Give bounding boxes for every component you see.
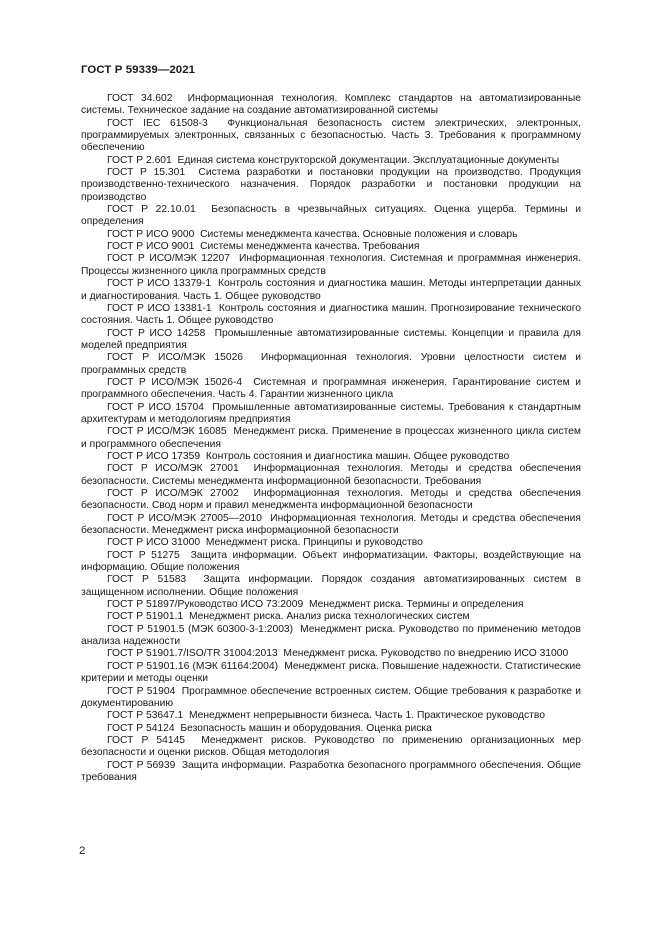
reference-title: Безопасность машин и оборудования. Оценка риска	[180, 722, 432, 734]
reference-code: ГОСТ Р ИСО 13379-1	[107, 278, 212, 290]
reference-entry	[81, 710, 581, 722]
reference-entry	[81, 253, 581, 278]
reference-title: Информационная технология. Уровни целостности систем и программных средств	[81, 352, 581, 376]
reference-entry	[81, 93, 581, 118]
reference-entry	[81, 241, 581, 253]
reference-title: Менеджмент риска. Применение в процессах жизненного цикла систем и программного обеспечения	[81, 426, 581, 450]
reference-title: Промышленные автоматизированные системы. Требования к стандартным архитектурам и методологиям предприятия	[81, 401, 581, 425]
reference-entry	[81, 402, 581, 427]
reference-title: Единая система конструкторской документации. Эксплуатационные документы	[177, 154, 560, 166]
reference-code: ГОСТ Р 51901.7/ISO/TR 31004:2013	[107, 648, 278, 660]
reference-code: ГОСТ IEC 61508-3	[107, 117, 208, 129]
reference-code: ГОСТ Р ИСО/МЭК 27005—2010	[107, 512, 262, 524]
reference-title: Менеджмент риска. Руководство по применению методов анализа надежности	[81, 623, 582, 648]
reference-code: ГОСТ Р ИСО/МЭК 12207	[107, 253, 230, 265]
reference-code: ГОСТ Р 51275	[107, 549, 180, 561]
reference-title: Контроль состояния и диагностика машин. Общее руководство	[205, 450, 510, 462]
reference-title: Менеджмент риска. Принципы и руководство	[205, 537, 423, 549]
reference-title: Менеджмент риска. Термины и определения	[308, 599, 524, 611]
reference-entry	[81, 278, 581, 303]
reference-title: Системы менеджмента качества. Требования	[200, 241, 420, 253]
reference-entry	[81, 377, 581, 402]
reference-entry	[81, 118, 581, 155]
reference-entry	[81, 167, 581, 204]
reference-code: ГОСТ Р 51901.16 (МЭК 61164:2004)	[107, 660, 279, 672]
reference-code: ГОСТ Р 51901.5 (МЭК 60300-3-1:2003)	[107, 623, 294, 635]
reference-code: ГОСТ Р 54124	[107, 722, 175, 734]
reference-title: Безопасность в чрезвычайных ситуациях. Оценка ущерба. Термины и определения	[81, 204, 581, 228]
reference-entry	[81, 204, 581, 229]
reference-title: Менеджмент непрерывности бизнеса. Часть 1. Практическое руководство	[188, 710, 545, 722]
reference-code: ГОСТ Р ИСО 9000	[107, 228, 195, 240]
reference-title: Менеджмент риска. Анализ риска технологических систем	[188, 611, 470, 623]
reference-entry	[81, 550, 581, 575]
reference-code: ГОСТ Р ИСО/МЭК 15026-4	[107, 376, 243, 388]
reference-entry	[81, 599, 581, 611]
reference-entry	[81, 303, 581, 328]
reference-entry	[81, 328, 581, 353]
normative-references-list	[81, 93, 581, 784]
reference-title: Системная и программная инженерия. Гарантирование систем и программного обеспечения. Часть 4. Гарантии жизненного цикла	[81, 376, 581, 401]
reference-title: Менеджмент риска. Руководство по внедрению ИСО 31000	[283, 648, 569, 660]
reference-entry	[81, 537, 581, 549]
reference-title: Система разработки и постановки продукции на производство. Продукция производственно-технического назначения. Порядок разработки и постановки продукции на производство	[81, 167, 581, 203]
reference-title: Контроль состояния и диагностика машин. Прогнозирование технического состояния. Часть 1. Общее руководство	[81, 302, 582, 327]
reference-entry	[81, 352, 581, 377]
reference-code: ГОСТ Р ИСО 31000	[107, 537, 201, 549]
reference-title: Программное обеспечение встроенных систем. Общие требования к разработке и документированию	[81, 685, 581, 709]
reference-title: Защита информации. Порядок создания автоматизированных систем в защищенном исполнении. Общие положения	[81, 574, 581, 598]
reference-entry	[81, 574, 581, 599]
reference-code: ГОСТ Р 15.301	[107, 167, 186, 179]
reference-code: ГОСТ Р 2.601	[107, 154, 172, 166]
document-header: ГОСТ Р 59339—2021	[81, 64, 196, 76]
reference-title: Информационная технология. Комплекс стандартов на автоматизированные системы. Техническое задание на создание автоматизированной системы	[81, 93, 581, 117]
reference-title: Информационная технология. Методы и средства обеспечения безопасности. Свод норм и правил менеджмента информационной безопасности	[81, 488, 581, 512]
reference-entry	[81, 648, 581, 660]
reference-title: Функциональная безопасность систем электрических, электронных, программируемых электронных, связанных с безопасностью. Часть 3. Требования к программному обеспечению	[81, 117, 581, 154]
reference-entry	[81, 661, 581, 686]
reference-title: Системы менеджмента качества. Основные положения и словарь	[200, 228, 518, 240]
reference-entry	[81, 488, 581, 513]
reference-title: Информационная технология. Системная и программная инженерия. Процессы жизненного цикла программных средств	[81, 253, 581, 277]
reference-code: ГОСТ Р ИСО/МЭК 27001	[107, 463, 239, 475]
reference-code: ГОСТ Р 54145	[107, 734, 186, 746]
reference-code: ГОСТ Р ИСО 14258	[107, 327, 206, 339]
reference-entry	[81, 463, 581, 488]
reference-code: ГОСТ Р 51583	[107, 574, 187, 586]
reference-entry	[81, 760, 581, 785]
reference-entry	[81, 229, 581, 241]
reference-title: Промышленные автоматизированные системы. Концепции и правила для моделей предприятия	[81, 327, 581, 351]
reference-title: Контроль состояния и диагностика машин. Методы интерпретации данных и диагностирования. Часть 1. Общее руководство	[81, 278, 582, 302]
reference-code: ГОСТ Р ИСО 13381-1	[107, 302, 212, 314]
reference-code: ГОСТ Р 51901.1	[107, 611, 184, 623]
reference-code: ГОСТ Р ИСО 15704	[107, 401, 204, 413]
reference-title: Информационная технология. Методы и средства обеспечения безопасности. Менеджмент риска информационной безопасности	[81, 512, 581, 537]
reference-entry	[81, 624, 581, 649]
reference-code: ГОСТ 34.602	[107, 93, 173, 104]
reference-title: Менеджмент риска. Повышение надежности. Статистические критерии и методы оценки	[81, 660, 581, 685]
reference-entry	[81, 155, 581, 167]
reference-entry	[81, 513, 581, 538]
reference-title: Менеджмент рисков. Руководство по применению организационных мер безопасности и оценки рисков. Общая методология	[81, 734, 581, 759]
reference-code: ГОСТ Р ИСО/МЭК 15026	[107, 352, 244, 364]
reference-entry	[81, 426, 581, 451]
reference-code: ГОСТ Р ИСО/МЭК 16085	[107, 426, 227, 438]
reference-code: ГОСТ Р ИСО/МЭК 27002	[107, 488, 239, 499]
reference-entry	[81, 611, 581, 623]
reference-code: ГОСТ Р ИСО 17359	[107, 450, 201, 462]
reference-entry	[81, 451, 581, 463]
reference-entry	[81, 723, 581, 735]
reference-code: ГОСТ Р 53647.1	[107, 710, 184, 722]
page-number: 2	[79, 845, 86, 857]
reference-code: ГОСТ Р ИСО 9001	[107, 241, 195, 253]
reference-title: Информационная технология. Методы и средства обеспечения безопасности. Системы менеджмента информационной безопасности. Требования	[81, 463, 581, 487]
reference-title: Защита информации. Объект информатизации. Факторы, воздействующие на информацию. Общие положения	[81, 549, 581, 574]
reference-title: Защита информации. Разработка безопасного программного обеспечения. Общие требования	[81, 759, 581, 783]
reference-code: ГОСТ Р 22.10.01	[107, 204, 196, 216]
reference-entry	[81, 686, 581, 711]
reference-entry	[81, 735, 581, 760]
reference-code: ГОСТ Р 51897/Руководство ИСО 73:2009	[107, 599, 304, 611]
reference-code: ГОСТ Р 56939	[107, 759, 176, 771]
reference-code: ГОСТ Р 51904	[107, 685, 176, 697]
